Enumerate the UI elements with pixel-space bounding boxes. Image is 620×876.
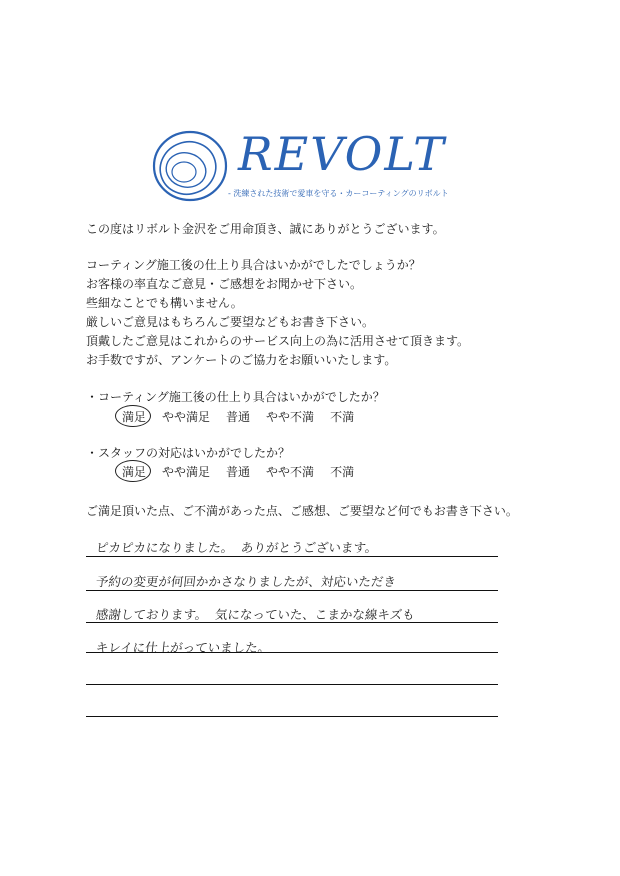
- question-staff: ・スタッフの対応はいかがでしたか？: [86, 446, 291, 460]
- request-line: お客様の率直なご意見・ご感想をお聞かせ下さい。: [86, 277, 363, 291]
- handwritten-comment-line: キレイに仕上がっていました。: [95, 640, 272, 655]
- selected-circle-mark: [115, 460, 151, 482]
- request-line: コーティング施工後の仕上り具合はいかがでしたでしょうか？: [86, 258, 421, 272]
- option-somewhat-dissatisfied[interactable]: やや不満: [266, 410, 315, 424]
- option-satisfied[interactable]: 満足: [122, 465, 147, 479]
- brand-name: REVOLT: [238, 127, 446, 181]
- swirl-logo-icon: [150, 126, 240, 206]
- option-dissatisfied[interactable]: 不満: [330, 465, 355, 479]
- comment-rule: [86, 622, 498, 623]
- handwritten-comment-line: 感謝しております。 気になっていた、こまかな線キズも: [95, 607, 416, 622]
- revolt-logo: [150, 126, 470, 206]
- comment-rule: [86, 716, 498, 717]
- intro-text: この度はリボルト金沢をご用命頂き、誠にありがとうございます。: [86, 222, 445, 236]
- brand-tagline: - 洗練された技術で愛車を守る・カーコーティングのリボルト: [228, 189, 449, 198]
- rating-options-staff: [122, 463, 370, 481]
- handwritten-comment-line: ピカピカになりました。 ありがとうございます。: [95, 540, 379, 555]
- option-neutral[interactable]: 普通: [226, 410, 251, 424]
- option-neutral[interactable]: 普通: [226, 465, 251, 479]
- option-somewhat-satisfied[interactable]: やや満足: [162, 410, 211, 424]
- handwritten-comment-line: 予約の変更が何回かかさなりましたが、対応いただき: [95, 574, 397, 589]
- option-satisfied[interactable]: 満足: [122, 410, 147, 424]
- option-somewhat-satisfied[interactable]: やや満足: [162, 465, 211, 479]
- rating-options-finish: [122, 408, 370, 426]
- comment-rule: [86, 652, 498, 653]
- option-dissatisfied[interactable]: 不満: [330, 410, 355, 424]
- comment-rule: [86, 590, 498, 591]
- request-line: お手数ですが、アンケートのご協力をお願いいたします。: [86, 353, 397, 367]
- comment-rule: [86, 556, 498, 557]
- option-somewhat-dissatisfied[interactable]: やや不満: [266, 465, 315, 479]
- request-line: 頂戴したご意見はこれからのサービス向上の為に活用させて頂きます。: [86, 334, 470, 348]
- comment-rule: [86, 684, 498, 685]
- comment-prompt: ご満足頂いた点、ご不満があった点、ご感想、ご要望など何でもお書き下さい。: [86, 504, 518, 518]
- selected-circle-mark: [115, 405, 151, 427]
- request-line: 厳しいご意見はもちろんご要望などもお書き下さい。: [86, 315, 375, 329]
- request-line: 些細なことでも構いません。: [86, 296, 243, 310]
- question-finish: ・コーティング施工後の仕上り具合はいかがでしたか？: [86, 390, 385, 404]
